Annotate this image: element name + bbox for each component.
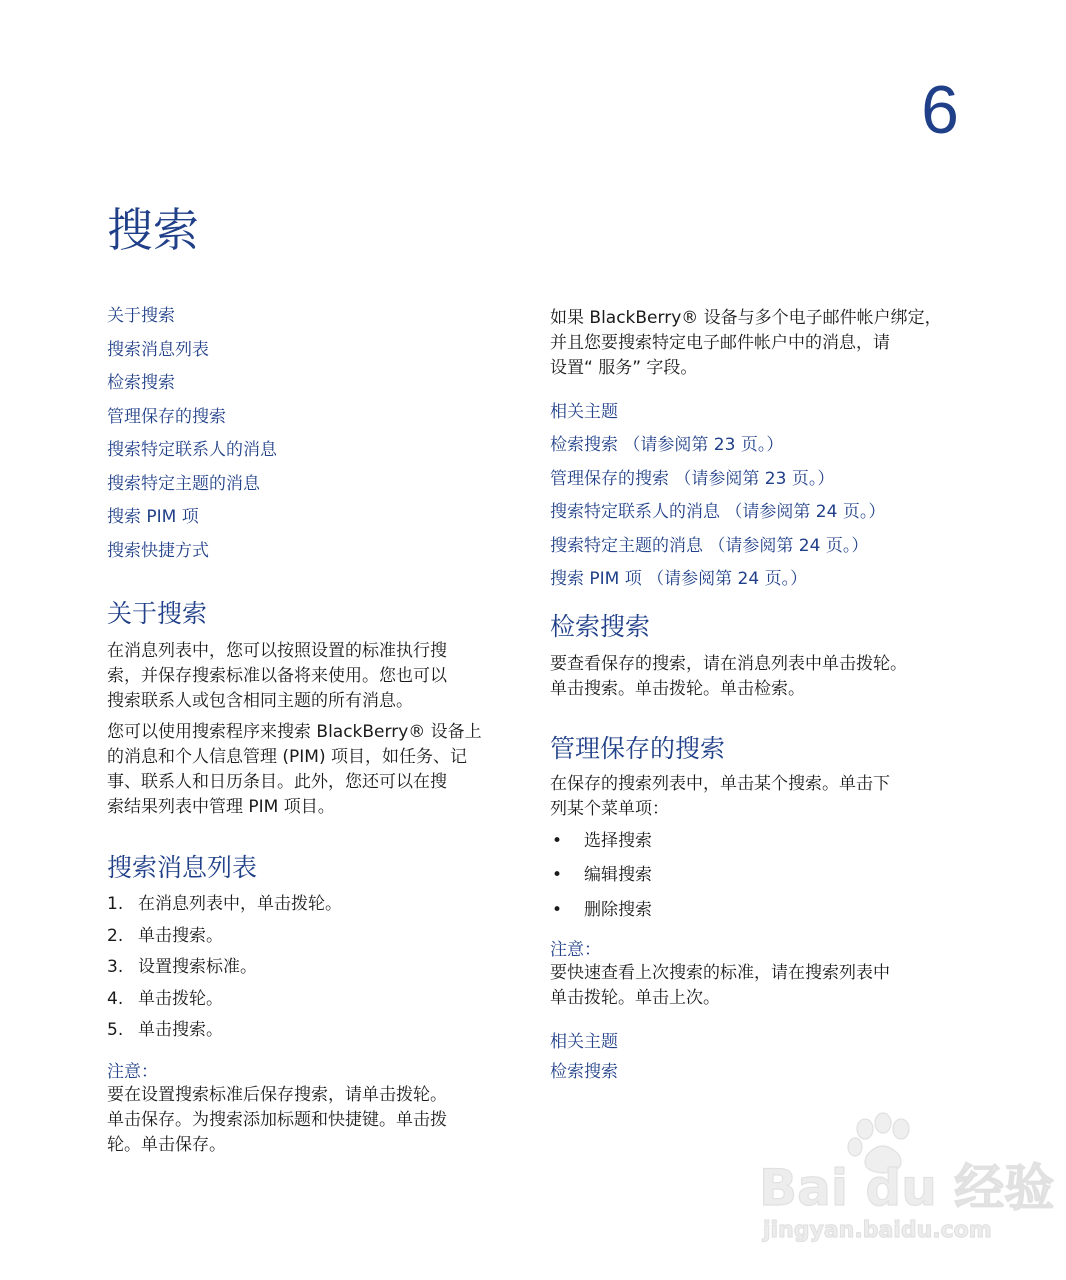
table-of-contents bbox=[107, 306, 517, 574]
menu-items-list bbox=[550, 830, 960, 934]
toc-item-search-subject-messages[interactable]: 搜索特定主题的消息 bbox=[107, 473, 260, 494]
toc-item-search-pim[interactable]: 搜索 PIM 项 bbox=[107, 507, 199, 527]
step-item: 2. 单击搜索。 bbox=[107, 925, 223, 946]
manage-text: 在保存的搜索列表中，单击某个搜索。单击下 列某个菜单项： bbox=[550, 773, 890, 819]
watermark-url: jingyan.baidu.com bbox=[763, 1218, 992, 1243]
section-heading-about: 关于搜索 bbox=[107, 599, 208, 628]
related-link-manage[interactable]: 管理保存的搜索 （请参阅第 23 页。） bbox=[550, 468, 835, 489]
related-link-pim[interactable]: 搜索 PIM 项 （请参阅第 24 页。） bbox=[550, 569, 808, 590]
about-paragraph-1: 在消息列表中，您可以按照设置的标准执行搜 索，并保存搜索标准以备将来使用。您也可以 搜索联系人或包含相同主题的所有消息。 bbox=[107, 641, 447, 711]
related-link-subject[interactable]: 搜索特定主题的消息 （请参阅第 24 页。） bbox=[550, 535, 869, 556]
step-item: 4. 单击拨轮。 bbox=[107, 988, 223, 1009]
about-paragraph-2: 您可以使用搜索程序来搜索 BlackBerry® 设备上 的消息和个人信息管理 (PIM) 项目，如任务、记 事、联系人和日历条目。此外，您还可以在搜 索结果列表中管理 PIM 项目。 bbox=[107, 722, 482, 817]
section-heading-manage: 管理保存的搜索 bbox=[550, 733, 726, 763]
list-item: • 删除搜索 bbox=[552, 899, 652, 920]
list-item: • 选择搜索 bbox=[552, 830, 652, 851]
toc-item-manage-saved-searches[interactable]: 管理保存的搜索 bbox=[107, 406, 226, 427]
chapter-title: 搜索 bbox=[107, 203, 199, 257]
note-text: 要在设置搜索标准后保存搜索，请单击拨轮。 单击保存。为搜索添加标题和快捷键。单击拨 轮。单击保存。 bbox=[107, 1084, 447, 1155]
related-link-retrieve[interactable]: 检索搜索 bbox=[550, 1062, 618, 1083]
intro-paragraph: 如果 BlackBerry® 设备与多个电子邮件帐户绑定， 并且您要搜索特定电子邮件帐户中的消息，请 设置“ 服务” 字段。 bbox=[550, 308, 942, 378]
toc-item-retrieve-search[interactable]: 检索搜索 bbox=[107, 373, 175, 393]
watermark-brand: Bai du 经验 bbox=[759, 1159, 1055, 1217]
toc-item-search-contact-messages[interactable]: 搜索特定联系人的消息 bbox=[107, 440, 277, 460]
baidu-paw-logo-icon bbox=[755, 1115, 1055, 1255]
step-item: 3. 设置搜索标准。 bbox=[107, 957, 257, 977]
left-column bbox=[107, 306, 517, 1158]
right-column bbox=[550, 306, 960, 1095]
related-link-retrieve[interactable]: 检索搜索 （请参阅第 23 页。） bbox=[550, 435, 784, 455]
related-link-contact[interactable]: 搜索特定联系人的消息 （请参阅第 24 页。） bbox=[550, 502, 886, 523]
retrieve-text: 要查看保存的搜索，请在消息列表中单击拨轮。 单击搜索。单击拨轮。单击检索。 bbox=[550, 653, 907, 699]
toc-item-search-message-list[interactable]: 搜索消息列表 bbox=[107, 339, 209, 360]
toc-item-search-shortcuts[interactable]: 搜索快捷方式 bbox=[107, 540, 209, 561]
steps-list bbox=[107, 893, 517, 1051]
note-label: 注意： bbox=[107, 1061, 158, 1082]
related-topics-label: 相关主题 bbox=[550, 1032, 618, 1053]
baidu-watermark bbox=[755, 1115, 1055, 1255]
chapter-number: 6 bbox=[921, 72, 959, 148]
step-item: 1. 在消息列表中，单击拨轮。 bbox=[107, 894, 342, 914]
step-item: 5. 单击搜索。 bbox=[107, 1020, 223, 1040]
section-heading-search-list: 搜索消息列表 bbox=[107, 853, 258, 882]
related-topics-label: 相关主题 bbox=[550, 402, 618, 422]
section-heading-retrieve: 检索搜索 bbox=[550, 611, 651, 641]
note-label: 注意： bbox=[550, 940, 601, 961]
list-item: • 编辑搜索 bbox=[552, 865, 652, 886]
toc-item-about-search[interactable]: 关于搜索 bbox=[107, 306, 175, 326]
note-text: 要快速查看上次搜索的标准，请在搜索列表中 单击拨轮。单击上次。 bbox=[550, 963, 890, 1009]
